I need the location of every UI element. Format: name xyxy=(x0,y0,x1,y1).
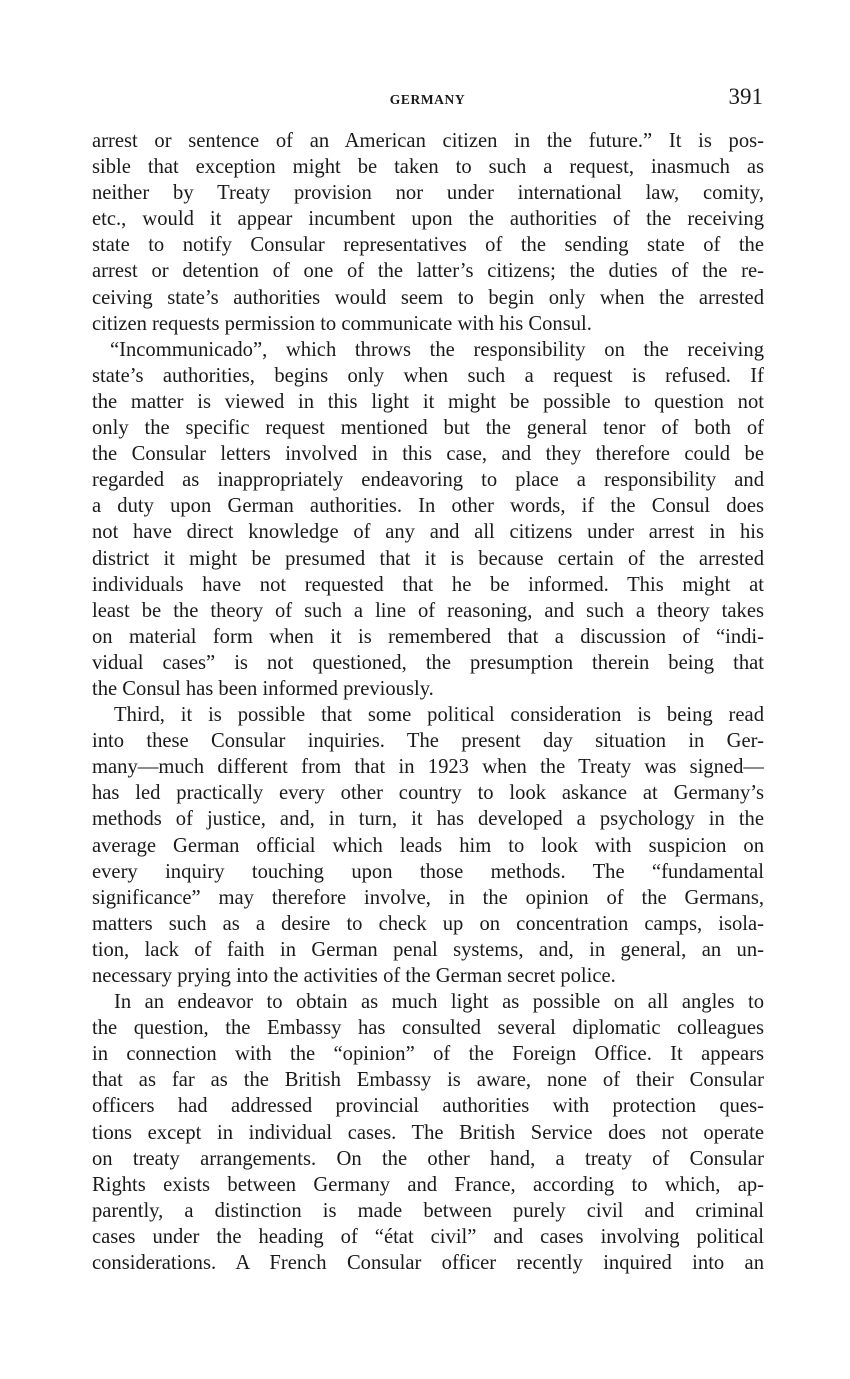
text-line: arrest or sentence of an American citizen in the future.” It is pos- xyxy=(92,130,764,152)
text-line: on treaty arrangements. On the other hand, a treaty of Consular xyxy=(92,1147,764,1170)
text-line: many—much different from that in 1923 when the Treaty was signed— xyxy=(92,756,764,779)
text-line: state’s authorities, begins only when such a request is refused. If xyxy=(92,364,764,387)
text-line: district it might be presumed that it is because certain of the arrested xyxy=(92,547,764,570)
text-line: etc., would it appear incumbent upon the authorities of the receiving xyxy=(92,208,764,231)
text-line: officers had addressed provincial authorities with protection ques- xyxy=(92,1095,764,1118)
text-line: every inquiry touching upon those methods. The “fundamental xyxy=(92,860,764,883)
text-line: least be the theory of such a line of reasoning, and such a theory takes xyxy=(92,599,764,622)
body-text xyxy=(92,128,764,1276)
text-line: the question, the Embassy has consulted several diplomatic colleagues xyxy=(92,1017,764,1040)
text-line: methods of justice, and, in turn, it has developed a psychology in the xyxy=(92,808,764,831)
text-line: In an endeavor to obtain as much light as possible on all angles to xyxy=(114,991,764,1014)
paragraph xyxy=(92,337,764,702)
text-line: parently, a distinction is made between purely civil and criminal xyxy=(92,1199,764,1222)
text-line: ceiving state’s authorities would seem to begin only when the arrested xyxy=(92,286,764,309)
text-line: not have direct knowledge of any and all citizens under arrest in his xyxy=(92,521,764,544)
text-line: a duty upon German authorities. In other words, if the Consul does xyxy=(92,495,764,518)
page-number: 391 xyxy=(728,84,763,109)
running-head: GERMANY xyxy=(389,92,466,107)
page-header xyxy=(92,84,763,116)
text-line: significance” may therefore involve, in the opinion of the Germans, xyxy=(92,886,764,909)
text-line: tions except in individual cases. The British Service does not operate xyxy=(92,1121,764,1144)
text-line: considerations. A French Consular officer recently inquired into an xyxy=(92,1252,764,1275)
paragraph xyxy=(92,128,764,337)
text-line: Third, it is possible that some political consideration is being read xyxy=(114,704,764,727)
text-line: tion, lack of faith in German penal systems, and, in general, an un- xyxy=(92,938,764,961)
text-line: into these Consular inquiries. The present day situation in Ger- xyxy=(92,730,764,753)
text-line: state to notify Consular representatives of the sending state of the xyxy=(92,234,764,257)
text-line: regarded as inappropriately endeavoring to place a responsibility and xyxy=(92,469,764,492)
text-line: cases under the heading of “état civil” and cases involving political xyxy=(92,1225,764,1248)
text-line: Rights exists between Germany and France, according to which, ap- xyxy=(92,1173,764,1196)
text-line: in connection with the “opinion” of the Foreign Office. It appears xyxy=(92,1043,764,1066)
text-line: the matter is viewed in this light it might be possible to question not xyxy=(92,390,764,413)
paragraph xyxy=(92,702,764,989)
text-line: matters such as a desire to check up on concentration camps, isola- xyxy=(92,912,764,935)
text-line: “Incommunicado”, which throws the responsibility on the receiving xyxy=(110,338,764,361)
text-line: vidual cases” is not questioned, the presumption therein being that xyxy=(92,651,764,674)
text-line: the Consul has been informed previously. xyxy=(92,677,434,700)
text-line: average German official which leads him to look with suspicion on xyxy=(92,834,764,857)
text-line: only the specific request mentioned but the general tenor of both of xyxy=(92,417,764,440)
text-line: that as far as the British Embassy is aware, none of their Consular xyxy=(92,1069,764,1092)
text-line: the Consular letters involved in this case, and they therefore could be xyxy=(92,443,764,466)
text-line: necessary prying into the activities of the German secret police. xyxy=(92,965,616,987)
text-line: has led practically every other country to look askance at Germany’s xyxy=(92,782,764,805)
text-line: sible that exception might be taken to such a request, inasmuch as xyxy=(92,156,764,179)
text-line: individuals have not requested that he be informed. This might at xyxy=(92,573,764,596)
text-line: arrest or detention of one of the latter’s citizens; the duties of the re- xyxy=(92,260,764,283)
text-line: citizen requests permission to communicate with his Consul. xyxy=(92,312,592,335)
text-line: on material form when it is remembered that a discussion of “indi- xyxy=(92,625,764,648)
paragraph xyxy=(92,989,764,1276)
text-line: neither by Treaty provision nor under international law, comity, xyxy=(92,182,764,205)
